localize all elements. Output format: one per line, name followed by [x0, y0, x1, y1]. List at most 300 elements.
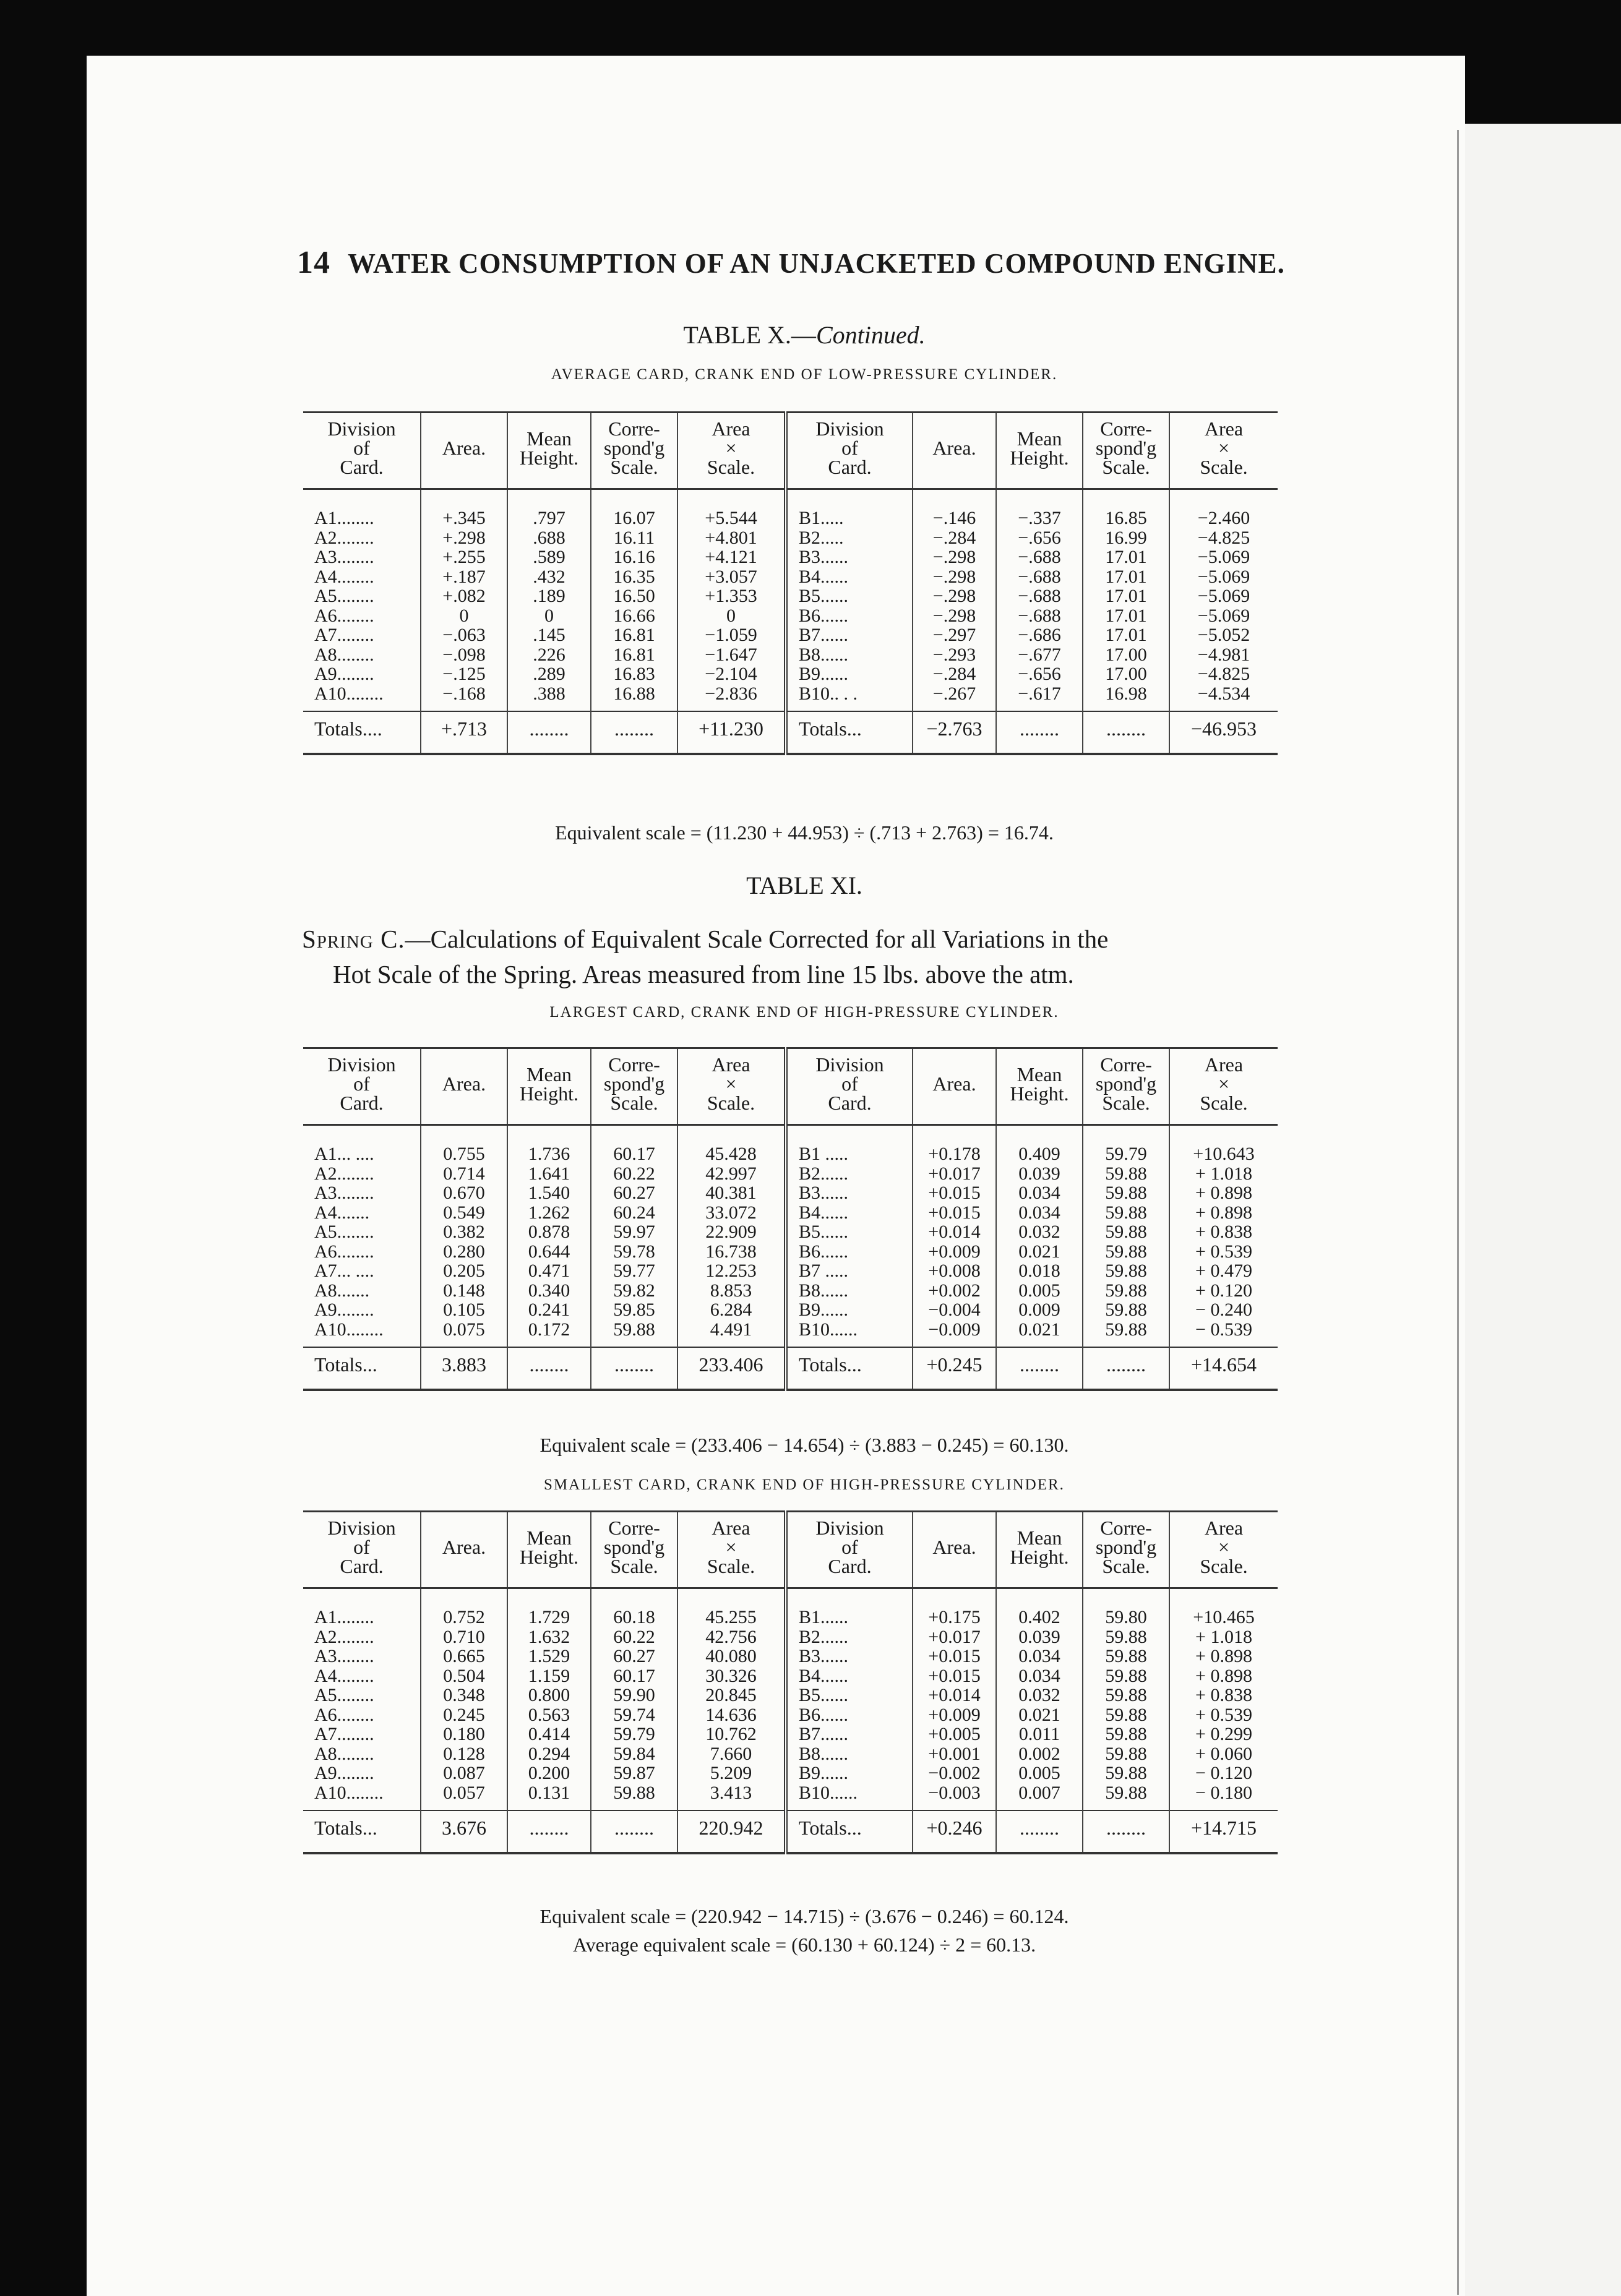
table-cell: −5.069: [1197, 586, 1250, 606]
table-cell: + 0.299: [1195, 1724, 1252, 1744]
totals-cell: ........: [507, 711, 591, 754]
table-cell: 0.549: [443, 1202, 485, 1223]
column-header: Area.: [913, 1048, 996, 1125]
column-header: Corre- spond'g Scale.: [591, 1048, 677, 1125]
column-header: Division of Card.: [303, 1512, 421, 1588]
totals-cell: 3.883: [421, 1347, 507, 1390]
table-cell: 0.105: [443, 1300, 485, 1320]
table-cell: 0.128: [443, 1743, 485, 1764]
data-column: [591, 489, 677, 712]
table-cell: −.617: [1018, 683, 1061, 704]
table-cell: 0.800: [528, 1685, 570, 1705]
table-cell: 40.080: [705, 1646, 757, 1666]
table-cell: .289: [533, 664, 565, 684]
table-cell: B9......: [799, 664, 849, 684]
table-cell: + 0.120: [1195, 1280, 1252, 1301]
table-cell: −2.460: [1197, 508, 1250, 528]
table-cell: −.298: [932, 586, 976, 606]
table-cell: A1........: [314, 1607, 374, 1627]
table-cell: A10........: [314, 683, 384, 704]
table-cell: +5.544: [705, 508, 757, 528]
table-cell: A9........: [314, 1763, 374, 1783]
data-column: [421, 489, 507, 712]
column-header: Mean Height.: [507, 1048, 591, 1125]
totals-cell: Totals...: [303, 1810, 421, 1853]
table-cell: 16.81: [613, 644, 655, 665]
table-cell: 0.665: [443, 1646, 485, 1666]
table-cell: 60.18: [613, 1607, 655, 1627]
table-cell: 0.005: [1018, 1763, 1060, 1783]
table-cell: 59.77: [613, 1261, 655, 1281]
table-cell: 0.021: [1018, 1241, 1060, 1262]
totals-cell: Totals...: [786, 711, 913, 754]
table-cell: 0.241: [528, 1300, 570, 1320]
table-cell: 0.878: [528, 1222, 570, 1242]
table-cell: 60.27: [613, 1646, 655, 1666]
table-cell: 0.131: [528, 1782, 570, 1803]
table-cell: 0.348: [443, 1685, 485, 1705]
totals-cell: +14.654: [1169, 1347, 1278, 1390]
totals-cell: ........: [1083, 711, 1169, 754]
table-cell: 0.710: [443, 1626, 485, 1647]
totals-cell: ........: [996, 711, 1083, 754]
table-cell: −.063: [442, 625, 486, 645]
table-cell: +0.001: [928, 1743, 981, 1764]
data-column: [677, 1588, 786, 1811]
table-cell: A1........: [314, 508, 374, 528]
table-cell: −0.004: [928, 1300, 981, 1320]
table-cell: +1.353: [705, 586, 757, 606]
totals-cell: 220.942: [677, 1810, 786, 1853]
data-column: [1169, 1125, 1278, 1348]
table-cell: 16.35: [613, 566, 655, 587]
table-cell: B10......: [799, 1782, 858, 1803]
table-cell: +0.015: [928, 1183, 981, 1203]
table-cell: 0.039: [1018, 1163, 1060, 1184]
table-cell: 59.84: [613, 1743, 655, 1764]
table-cell: 16.98: [1105, 683, 1147, 704]
table-cell: 0.382: [443, 1222, 485, 1242]
table-cell: B8......: [799, 644, 849, 665]
table-cell: 59.88: [1105, 1241, 1147, 1262]
table-cell: B5......: [799, 1222, 849, 1242]
table-cell: 59.88: [1105, 1319, 1147, 1340]
table-cell: −.125: [442, 664, 486, 684]
table-cell: 14.636: [705, 1704, 757, 1725]
table-cell: 59.97: [613, 1222, 655, 1242]
table-cell: +0.014: [928, 1222, 981, 1242]
table-cell: +0.009: [928, 1704, 981, 1725]
table-cell: +0.015: [928, 1665, 981, 1686]
table-cell: 10.762: [705, 1724, 757, 1744]
column-header: Division of Card.: [786, 1048, 913, 1125]
table-cell: 16.81: [613, 625, 655, 645]
table-cell: 16.07: [613, 508, 655, 528]
table-cell: +0.017: [928, 1163, 981, 1184]
totals-cell: 3.676: [421, 1810, 507, 1853]
table-cell: −.688: [1018, 566, 1061, 587]
data-column: [996, 1125, 1083, 1348]
table-cell: A8.......: [314, 1280, 370, 1301]
table-cell: +.082: [442, 586, 486, 606]
totals-cell: ........: [591, 1810, 677, 1853]
table-cell: .189: [533, 586, 565, 606]
table-cell: A2........: [314, 1163, 374, 1184]
table-cell: 59.88: [1105, 1183, 1147, 1203]
table-cell: 3.413: [710, 1782, 752, 1803]
column-header: Area × Scale.: [1169, 1512, 1278, 1588]
table-cell: 0.005: [1018, 1280, 1060, 1301]
running-head: [297, 244, 1285, 281]
table-cell: 0.409: [1018, 1144, 1060, 1164]
table-xi-title: TABLE XI.: [746, 872, 862, 899]
page-edge-line: [1457, 130, 1459, 2295]
table-cell: 1.262: [528, 1202, 570, 1223]
table-cell: +0.017: [928, 1626, 981, 1647]
table-cell: 59.88: [1105, 1763, 1147, 1783]
table-cell: B5......: [799, 586, 849, 606]
table-cell: 59.80: [1105, 1607, 1147, 1627]
table-cell: + 0.060: [1195, 1743, 1252, 1764]
table-cell: + 0.898: [1195, 1183, 1252, 1203]
table-x-title-prefix: TABLE X.—: [683, 321, 816, 349]
caption-line1: —Calculations of Equivalent Scale Corrected for all Variations in the: [405, 925, 1109, 953]
table-cell: + 0.898: [1195, 1665, 1252, 1686]
table-cell: 0: [459, 605, 469, 626]
table-cell: +0.005: [928, 1724, 981, 1744]
column-header: Mean Height.: [996, 1048, 1083, 1125]
table-cell: B3......: [799, 1646, 849, 1666]
table-cell: 0.752: [443, 1607, 485, 1627]
table-cell: B9......: [799, 1763, 849, 1783]
table-cell: 22.909: [705, 1222, 757, 1242]
totals-cell: −2.763: [913, 711, 996, 754]
table-xi-largest-card: [303, 1047, 1278, 1391]
table-cell: 60.27: [613, 1183, 655, 1203]
table-cell: 60.17: [613, 1144, 655, 1164]
table-cell: − 0.240: [1195, 1300, 1252, 1320]
table-cell: 0.180: [443, 1724, 485, 1744]
data-column: [421, 1588, 507, 1811]
table-cell: 17.01: [1105, 586, 1147, 606]
column-header: Corre- spond'g Scale.: [591, 1512, 677, 1588]
table-cell: −.656: [1018, 664, 1061, 684]
table-cell: B3......: [799, 1183, 849, 1203]
table-cell: A9........: [314, 664, 374, 684]
table-cell: −5.052: [1197, 625, 1250, 645]
table-cell: 59.88: [1105, 1665, 1147, 1686]
table-cell: 59.88: [1105, 1300, 1147, 1320]
table-cell: − 0.180: [1195, 1782, 1252, 1803]
table-cell: B4......: [799, 566, 849, 587]
table-cell: 1.736: [528, 1144, 570, 1164]
table-cell: −5.069: [1197, 605, 1250, 626]
table-cell: 0.009: [1018, 1300, 1060, 1320]
table-cell: A3........: [314, 1183, 374, 1203]
table-cell: A8........: [314, 1743, 374, 1764]
table-cell: 0.205: [443, 1261, 485, 1281]
table-cell: 8.853: [710, 1280, 752, 1301]
table-cell: 0.644: [528, 1241, 570, 1262]
table-cell: −4.825: [1197, 664, 1250, 684]
table-cell: 0.011: [1018, 1724, 1060, 1744]
table-cell: −.168: [442, 683, 486, 704]
totals-cell: +0.246: [913, 1810, 996, 1853]
table-cell: 0.245: [443, 1704, 485, 1725]
table-cell: +10.643: [1193, 1144, 1255, 1164]
table-cell: B10.. . .: [799, 683, 858, 704]
table-cell: + 0.838: [1195, 1222, 1252, 1242]
table-cell: −.293: [932, 644, 976, 665]
table-cell: −.298: [932, 566, 976, 587]
table-cell: A7........: [314, 625, 374, 645]
column-header: Mean Height.: [996, 1512, 1083, 1588]
column-header: Area.: [421, 413, 507, 489]
totals-cell: ........: [591, 711, 677, 754]
table-cell: B1.....: [799, 508, 844, 528]
table-cell: − 0.120: [1195, 1763, 1252, 1783]
data-column: [913, 1588, 996, 1811]
table-cell: 0.034: [1018, 1646, 1060, 1666]
table-cell: 59.88: [1105, 1704, 1147, 1725]
table-cell: +.345: [442, 508, 486, 528]
table-cell: +.255: [442, 547, 486, 567]
table-cell: + 0.479: [1195, 1261, 1252, 1281]
table-cell: 1.641: [528, 1163, 570, 1184]
table-cell: +4.121: [705, 547, 757, 567]
table-cell: 59.88: [1105, 1724, 1147, 1744]
table-cell: A7... ....: [314, 1261, 374, 1281]
table-cell: 0.714: [443, 1163, 485, 1184]
table-cell: −0.003: [928, 1782, 981, 1803]
table-cell: 0.007: [1018, 1782, 1060, 1803]
table-cell: 20.845: [705, 1685, 757, 1705]
data-column: [507, 1588, 591, 1811]
column-header: Area.: [913, 413, 996, 489]
table-cell: 59.79: [1105, 1144, 1147, 1164]
data-column: [1083, 489, 1169, 712]
table-cell: 0.280: [443, 1241, 485, 1262]
table-cell: 59.78: [613, 1241, 655, 1262]
table-cell: −4.534: [1197, 683, 1250, 704]
table-cell: −.267: [932, 683, 976, 704]
table-cell: A6........: [314, 1704, 374, 1725]
column-header: Area.: [421, 1048, 507, 1125]
data-column: [996, 1588, 1083, 1811]
table-cell: .226: [533, 644, 565, 665]
table-cell: −.297: [932, 625, 976, 645]
table-cell: 0: [726, 605, 736, 626]
table-cell: A10........: [314, 1782, 384, 1803]
column-header: Area × Scale.: [1169, 413, 1278, 489]
table-cell: 60.17: [613, 1665, 655, 1686]
data-column: [786, 489, 913, 712]
table-cell: +10.465: [1193, 1607, 1255, 1627]
table-cell: 1.729: [528, 1607, 570, 1627]
totals-cell: Totals...: [303, 1347, 421, 1390]
table-cell: 59.88: [1105, 1163, 1147, 1184]
table-cell: 59.88: [1105, 1626, 1147, 1647]
table-cell: 59.88: [1105, 1202, 1147, 1223]
table-cell: A9........: [314, 1300, 374, 1320]
table-cell: 0.471: [528, 1261, 570, 1281]
table-cell: −5.069: [1197, 566, 1250, 587]
column-header: Mean Height.: [507, 413, 591, 489]
table-cell: 0.018: [1018, 1261, 1060, 1281]
table-cell: 16.16: [613, 547, 655, 567]
table-cell: A8........: [314, 644, 374, 665]
column-header: Mean Height.: [507, 1512, 591, 1588]
table-cell: A4........: [314, 1665, 374, 1686]
data-column: [996, 489, 1083, 712]
table-cell: 0.200: [528, 1763, 570, 1783]
column-header: Division of Card.: [303, 413, 421, 489]
caption-spring-label: Spring C.: [302, 925, 405, 953]
table-cell: 16.85: [1105, 508, 1147, 528]
smallest-card-subhead: SMALLEST CARD, CRANK END OF HIGH-PRESSURE CYLINDER.: [544, 1476, 1065, 1493]
table-cell: 59.88: [1105, 1646, 1147, 1666]
table-cell: 45.428: [705, 1144, 757, 1164]
table-cell: B6......: [799, 1704, 849, 1725]
caption-line2: Hot Scale of the Spring. Areas measured from line 15 lbs. above the atm.: [333, 960, 1074, 988]
table-cell: −.688: [1018, 586, 1061, 606]
table-cell: +4.801: [705, 527, 757, 548]
table-cell: 30.326: [705, 1665, 757, 1686]
table-cell: 16.99: [1105, 527, 1147, 548]
totals-cell: ........: [1083, 1810, 1169, 1853]
table-cell: .589: [533, 547, 565, 567]
table-cell: 59.88: [1105, 1685, 1147, 1705]
table-cell: −.686: [1018, 625, 1061, 645]
table-cell: 0.563: [528, 1704, 570, 1725]
table-cell: A3........: [314, 547, 374, 567]
table-cell: B8......: [799, 1743, 849, 1764]
table-cell: 0.087: [443, 1763, 485, 1783]
running-head-title: WATER CONSUMPTION OF AN UNJACKETED COMPOUND ENGINE.: [348, 248, 1285, 279]
table-cell: −1.059: [705, 625, 757, 645]
table-cell: 40.381: [705, 1183, 757, 1203]
table-cell: +0.175: [928, 1607, 981, 1627]
table-cell: 0.504: [443, 1665, 485, 1686]
table-cell: 59.88: [1105, 1222, 1147, 1242]
table-cell: 0.032: [1018, 1685, 1060, 1705]
table-cell: 59.90: [613, 1685, 655, 1705]
table-cell: 12.253: [705, 1261, 757, 1281]
data-column: [677, 1125, 786, 1348]
table-cell: A4.......: [314, 1202, 370, 1223]
data-column: [913, 1125, 996, 1348]
table-cell: −4.825: [1197, 527, 1250, 548]
page-number: 14: [297, 245, 330, 280]
table-cell: A7........: [314, 1724, 374, 1744]
table-cell: 16.50: [613, 586, 655, 606]
table-cell: 59.88: [1105, 1280, 1147, 1301]
table-cell: 17.01: [1105, 547, 1147, 567]
table-cell: −.656: [1018, 527, 1061, 548]
table-cell: 4.491: [710, 1319, 752, 1340]
column-header: Area × Scale.: [677, 1048, 786, 1125]
table-cell: −0.002: [928, 1763, 981, 1783]
table-cell: B2......: [799, 1163, 849, 1184]
table-cell: 59.88: [1105, 1261, 1147, 1281]
totals-cell: ........: [996, 1810, 1083, 1853]
table-cell: 42.756: [705, 1626, 757, 1647]
table-cell: 16.83: [613, 664, 655, 684]
average-equivalent-scale: Average equivalent scale = (60.130 + 60.124) ÷ 2 = 60.13.: [572, 1934, 1036, 1956]
data-column: [303, 1588, 421, 1811]
table-x-title: [371, 320, 1237, 349]
table-cell: 1.540: [528, 1183, 570, 1203]
table-cell: 59.88: [613, 1319, 655, 1340]
table-cell: B8......: [799, 1280, 849, 1301]
totals-cell: +11.230: [677, 711, 786, 754]
table-cell: B7......: [799, 625, 849, 645]
table-cell: B5......: [799, 1685, 849, 1705]
data-column: [1169, 1588, 1278, 1811]
table-cell: B4......: [799, 1202, 849, 1223]
column-header: Corre- spond'g Scale.: [1083, 1512, 1169, 1588]
table-cell: 1.632: [528, 1626, 570, 1647]
totals-cell: ........: [507, 1810, 591, 1853]
data-column: [1083, 1125, 1169, 1348]
table-cell: +0.002: [928, 1280, 981, 1301]
table-cell: A2........: [314, 1626, 374, 1647]
table-cell: −.298: [932, 547, 976, 567]
table-cell: + 0.539: [1195, 1704, 1252, 1725]
table-cell: +0.009: [928, 1241, 981, 1262]
table-cell: + 1.018: [1195, 1163, 1252, 1184]
table-cell: 0.402: [1018, 1607, 1060, 1627]
column-header: Area.: [421, 1512, 507, 1588]
table-cell: 17.01: [1105, 566, 1147, 587]
table-cell: + 1.018: [1195, 1626, 1252, 1647]
largest-equivalent-scale: Equivalent scale = (233.406 − 14.654) ÷ (3.883 − 0.245) = 60.130.: [540, 1434, 1069, 1456]
table-cell: −.337: [1018, 508, 1061, 528]
table-cell: B4......: [799, 1665, 849, 1686]
table-cell: 0.002: [1018, 1743, 1060, 1764]
table-cell: 45.255: [705, 1607, 757, 1627]
table-cell: 59.88: [1105, 1743, 1147, 1764]
totals-cell: Totals...: [786, 1810, 913, 1853]
table-cell: 0.034: [1018, 1183, 1060, 1203]
table-cell: 59.88: [613, 1782, 655, 1803]
table-cell: .432: [533, 566, 565, 587]
table-cell: 1.529: [528, 1646, 570, 1666]
table-cell: + 0.898: [1195, 1202, 1252, 1223]
table-cell: B7 .....: [799, 1261, 849, 1281]
table-cell: 60.22: [613, 1626, 655, 1647]
table-cell: A5........: [314, 1222, 374, 1242]
table-cell: −5.069: [1197, 547, 1250, 567]
table-cell: 17.01: [1105, 625, 1147, 645]
table-cell: 0.414: [528, 1724, 570, 1744]
table-cell: 17.00: [1105, 644, 1147, 665]
table-cell: 59.85: [613, 1300, 655, 1320]
table-x-subhead: AVERAGE CARD, CRANK END OF LOW-PRESSURE CYLINDER.: [551, 366, 1058, 383]
table-cell: B6......: [799, 1241, 849, 1262]
table-cell: + 0.539: [1195, 1241, 1252, 1262]
data-column: [677, 489, 786, 712]
table-cell: 0.075: [443, 1319, 485, 1340]
table-cell: + 0.898: [1195, 1646, 1252, 1666]
totals-cell: +14.715: [1169, 1810, 1278, 1853]
data-column: [507, 489, 591, 712]
table-cell: 0.021: [1018, 1319, 1060, 1340]
table-cell: B3......: [799, 547, 849, 567]
adjacent-page-strip: [1465, 124, 1621, 2296]
table-cell: −.284: [932, 527, 976, 548]
table-cell: 0.294: [528, 1743, 570, 1764]
